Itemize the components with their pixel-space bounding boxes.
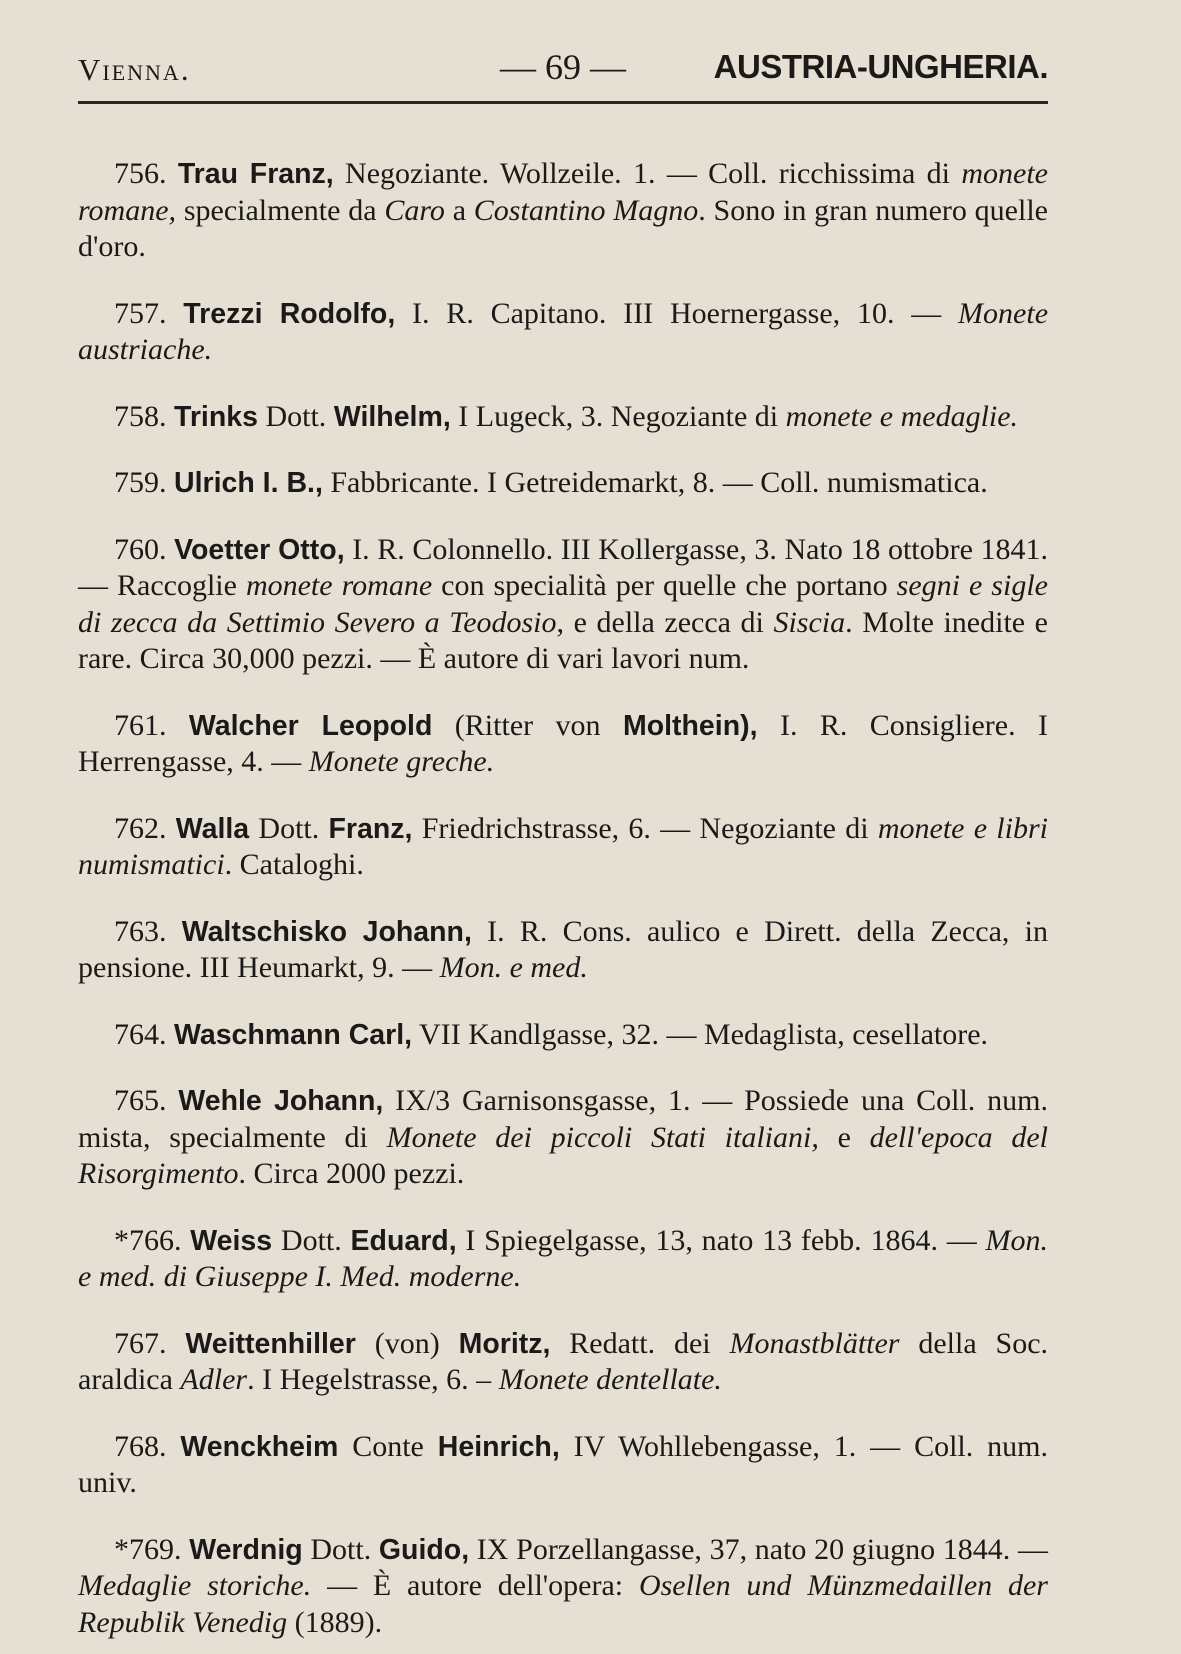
entry-italic-text: monete romane [245,569,433,602]
entry-italic-text: dell'epoca del Risorgimento [78,1120,1049,1190]
entry-text: Fabbricante. I Getreidemarkt, 8. — Coll. numismatica. [322,466,988,499]
directory-entry [78,1532,1048,1642]
entry-text: , e della zecca di [556,605,774,639]
entry-text: (Ritter von [432,708,623,742]
entry-text: (1889). [287,1605,383,1639]
entry-italic-text: Medaglie storiche. [78,1569,312,1602]
entry-number: 763. [114,914,182,948]
entry-italic-text: Monete dentellate. [498,1363,722,1396]
entry-name: Ulrich I. B., [174,467,323,499]
entry-text: a [444,193,474,227]
entry-number: 762. [114,811,176,845]
entry-name: Trezzi Rodolfo, [183,297,396,330]
entry-italic-text: Adler [180,1363,248,1396]
entry-text: Dott. [249,811,329,845]
entry-text: I. R. Colonnello. III Kollergasse, 3. Nato 18 ottobre 1841. — Raccoglie [78,532,1048,602]
entry-name: Guido, [378,1533,470,1566]
header-rule [78,101,1048,104]
entry-number: 767. [114,1326,186,1360]
directory-entry [78,1326,1048,1399]
directory-entry [78,1083,1048,1193]
entry-name: Weittenhiller [185,1327,356,1360]
entry-text: . Molte inedite e rare. Circa 30,000 pezzi. — È autore di vari lavori num. [78,605,1048,675]
entry-number: 761. [114,708,189,742]
entry-italic-text: Mon. e med. di Giuseppe I. Med. moderne. [78,1223,1049,1293]
entry-text: Dott. [302,1532,379,1566]
page-number: — 69 — [500,47,626,87]
directory-entry [78,811,1048,884]
directory-entry [78,465,1048,502]
entry-name: Waltschisko Johann, [181,915,472,948]
entry-name: Moritz, [458,1327,551,1360]
entry-text: . I Hegelstrasse, 6. – [247,1363,499,1396]
entry-text: Dott. [272,1223,351,1257]
entry-number: 764. [114,1017,174,1051]
entry-text: e [818,1120,870,1154]
entry-name: Walcher Leopold [188,709,433,742]
entry-text: con specialità per quelle che portano [432,569,897,602]
entry-italic-text: Monete greche. [308,745,495,778]
entry-text: Friedrichstrasse, 6. — Negoziante di [412,811,878,845]
entry-text: I. R. Capitano. III Hoernergasse, 10. — [395,296,959,330]
entry-italic-text: Monete austriache. [78,296,1049,366]
directory-entry [78,708,1048,781]
entry-italic-text: Costantino Magno [473,193,699,227]
entry-italic-text: Siscia [773,605,846,639]
entry-text: IX Porzellangasse, 37, nato 20 giugno 1844. — [469,1532,1048,1566]
entry-text: (von) [355,1326,459,1360]
entry-italic-text: segni e sigle di zecca da Settimio Severo a Teodosio [78,569,1048,639]
entry-number: 760. [114,532,175,566]
entry-name: Molthein), [622,709,758,742]
entry-name: Weiss [190,1224,273,1257]
entry-text: specialmente da [176,193,385,227]
directory-entry [78,914,1048,987]
entry-text: Negoziante. Wollzeile. 1. — Coll. ricchissima di [333,157,962,190]
entry-name: Wilhelm, [333,400,451,433]
directory-entry [78,1429,1048,1502]
header-city: Vienna. [78,52,191,87]
entry-text: I. R. Consigliere. I Herrengasse, 4. — [78,708,1049,778]
entry-italic-text: monete romane, [78,157,1048,227]
header-country: AUSTRIA-UNGHERIA. [713,48,1048,85]
entry-italic-text: monete e medaglie. [785,399,1019,433]
directory-entry [78,296,1048,369]
entry-name: Walla [175,812,250,845]
entry-number: *766. [114,1223,191,1257]
entry-italic-text: Caro [384,193,445,227]
entry-name: Waschmann Carl, [174,1018,413,1051]
entry-italic-text: Monastblätter [729,1326,900,1360]
entry-text: . Sono in gran numero quelle d'oro. [78,193,1048,263]
page-header [78,42,1048,92]
entry-number: 757. [114,296,184,330]
entry-text: . Cataloghi. [224,848,364,881]
entry-number: 759. [114,466,174,499]
directory-entry [78,1017,1048,1054]
directory-entry [78,1223,1048,1296]
entry-name: Franz, [328,812,413,845]
entry-text: Dott. [257,399,334,433]
entry-number: 768. [114,1429,181,1463]
entry-number: 758. [114,399,174,433]
entry-text: Redatt. dei [550,1326,730,1360]
entry-text: I. R. Cons. aulico e Dirett. della Zecca, in pensione. III Heumarkt, 9. — [78,914,1048,984]
entry-italic-text: Monete dei piccoli Stati italiani, [386,1120,819,1154]
entry-name: Wehle Johann, [178,1085,384,1117]
entry-text: IV Wohllebengasse, 1. — Coll. num. univ. [78,1429,1049,1499]
entry-italic-text: monete e libri numismatici [78,811,1048,881]
entry-text: — È autore dell'opera: [311,1569,639,1602]
entry-text: VII Kandlgasse, 32. — Medaglista, cesellatore. [412,1017,989,1051]
directory-entry [78,156,1048,266]
directory-entry [78,532,1048,678]
entry-name: Wenckheim [180,1430,339,1463]
directory-entry [78,399,1048,436]
entry-text: Conte [338,1429,438,1463]
entry-name: Voetter Otto, [174,533,345,566]
entry-italic-text: Mon. e med. [439,951,588,984]
entry-number: *769. [114,1532,190,1566]
entry-text: della Soc. araldica [78,1326,1049,1396]
entry-name: Trau Franz, [177,158,334,190]
entry-list [78,126,1048,1641]
entry-text: I Spiegelgasse, 13, nato 13 febb. 1864. — [456,1223,986,1257]
entry-number: 756. [114,157,178,190]
entry-text: . Circa 2000 pezzi. [238,1157,465,1190]
entry-text: I Lugeck, 3. Negoziante di [450,399,786,433]
entry-italic-text: Osellen und Münzmedaillen der Republik Venedig [78,1569,1048,1639]
entry-name: Werdnig [189,1533,303,1566]
entry-name: Trinks [174,400,258,433]
entry-name: Heinrich, [437,1430,560,1463]
entry-number: 765. [114,1084,179,1117]
entry-text: IX/3 Garnisonsgasse, 1. — Possiede una Coll. num. mista, specialmente di [78,1084,1048,1154]
entry-name: Eduard, [350,1224,457,1257]
